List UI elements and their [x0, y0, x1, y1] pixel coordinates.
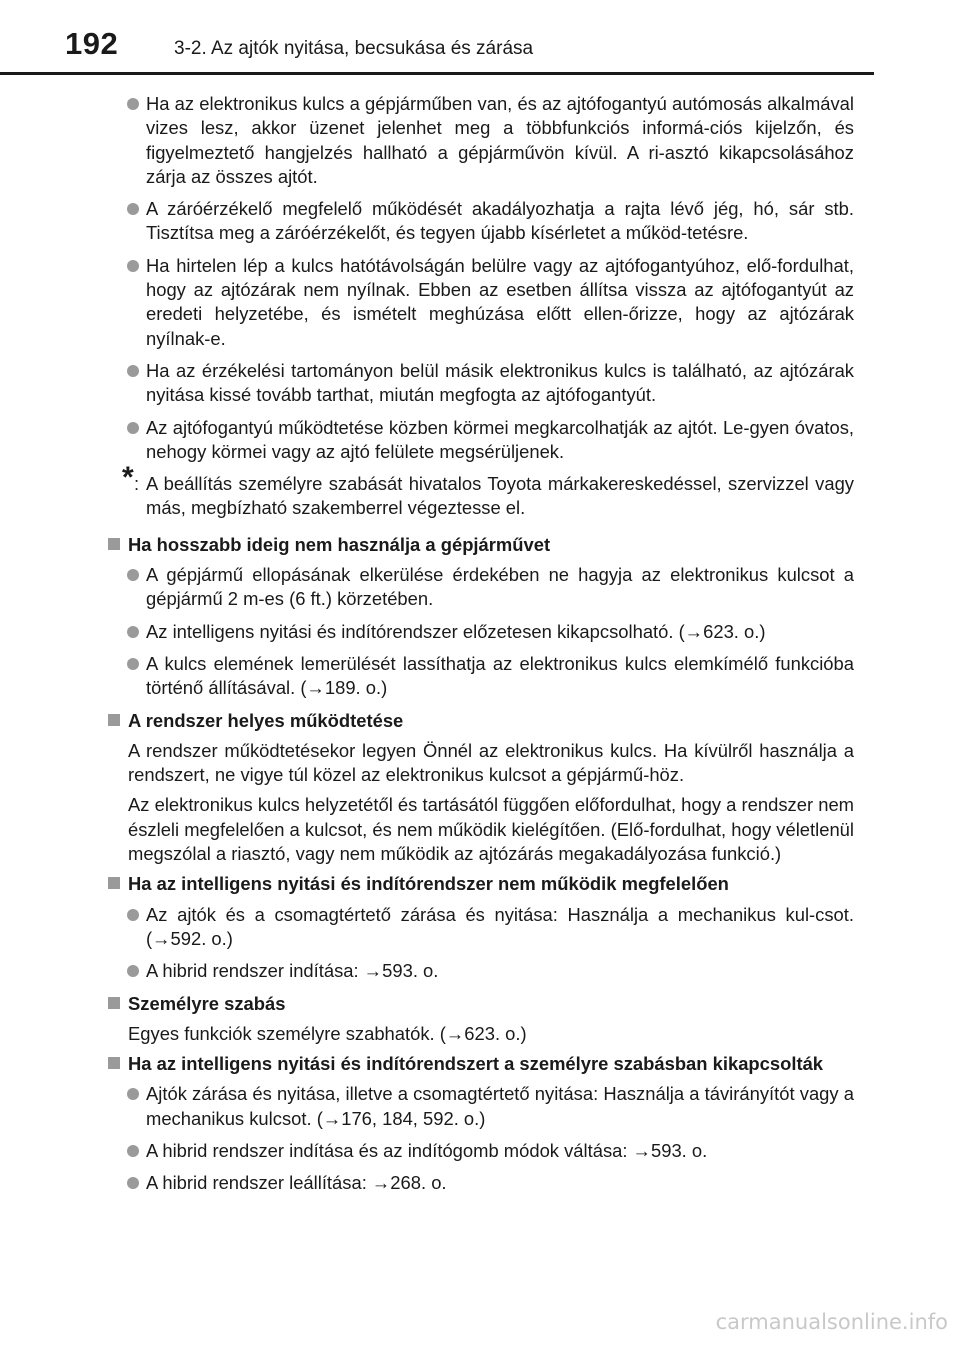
- paragraph: Az elektronikus kulcs helyzetétől és tartásától függően előfordulhat, hogy a rendszer nem észleli megfelelően a kulcsot, és nem működik kielégítően. (Elő-fordulhat, hogy véletlenül megszólal a riasztó, vagy nem működik az ajtózárás megakadályozása funkció.): [128, 794, 854, 865]
- square-bullet-icon: [108, 714, 120, 726]
- bullet-dot-icon: [127, 1145, 139, 1157]
- list-item: Ha az érzékelési tartományon belül másik elektronikus kulcs is található, az ajtózárak nyitása kissé tovább tarthat, miután megfogta az ajtófogantyút.: [108, 359, 854, 408]
- section-heading: Személyre szabás: [108, 992, 854, 1016]
- bullet-dot-icon: [127, 1088, 139, 1100]
- section-title: 3-2. Az ajtók nyitása, becsukása és zárása: [174, 38, 534, 59]
- paragraph: Egyes funkciók személyre szabhatók. (→623. o.): [128, 1022, 527, 1044]
- list-item: Az ajtófogantyú működtetése közben körmei megkarcolhatják az ajtót. Le-gyen óvatos, nehogy körmei vagy az ajtó felülete megsérüljenek.: [108, 416, 854, 465]
- list-item: Ajtók zárása és nyitása, illetve a csomagtértető nyitása: Használja a távirányítót vagy a mechanikus kulcsot. (→176, 184, 592. o.): [108, 1082, 854, 1131]
- bullet-dot-icon: [127, 569, 139, 581]
- list-item: Az intelligens nyitási és indítórendszer előzetesen kikapcsolható. (→623. o.): [108, 620, 854, 644]
- bullet-dot-icon: [127, 260, 139, 272]
- list-item: Ha hirtelen lép a kulcs hatótávolságán belülre vagy az ajtófogantyúhoz, elő-fordulhat, hogy az ajtózárak nem nyílnak. Ebben az esetben állítsa vissza az ajtófogantyút az eredeti helyzetébe, és ismételt meghúzása előtt ellen-őrizze, hogy az ajtózárak nyílnak-e.: [108, 254, 854, 351]
- list-item: A záróérzékelő megfelelő működését akadályozhatja a rajta lévő jég, hó, sár stb. Tisztítsa meg a záróérzékelőt, és tegyen újabb kísérletet a működ-tetésre.: [108, 197, 854, 246]
- list-item: A gépjármű ellopásának elkerülése érdekében ne hagyja az elektronikus kulcsot a gépjármű 2 m-es (6 ft.) körzetében.: [108, 563, 854, 612]
- footnote: [108, 461, 854, 521]
- bullet-dot-icon: [127, 909, 139, 921]
- square-bullet-icon: [108, 538, 120, 550]
- list-item: A hibrid rendszer indítása: →593. o.: [108, 959, 854, 983]
- square-bullet-icon: [108, 997, 120, 1009]
- page-content: [108, 92, 854, 1204]
- list-item: A hibrid rendszer leállítása: →268. o.: [108, 1171, 854, 1195]
- bullet-dot-icon: [127, 658, 139, 670]
- asterisk-icon: *: [122, 461, 134, 495]
- list-item: Ha az elektronikus kulcs a gépjárműben van, és az ajtófogantyú autómosás alkalmával vizes lesz, akkor üzenet jelenhet meg a többfunkciós informá-ciós kijelzőn, és figyelmeztető hangjelzés hallható a gépjárművön kívül. A ri-asztó kikapcsolásához zárja az összes ajtót.: [108, 92, 854, 189]
- square-bullet-icon: [108, 877, 120, 889]
- list-item: A hibrid rendszer indítása és az indítógomb módok váltása: →593. o.: [108, 1139, 854, 1163]
- header-rule: [0, 72, 874, 75]
- footnote-colon: :: [134, 473, 140, 495]
- bullet-dot-icon: [127, 626, 139, 638]
- footnote-text: A beállítás személyre szabását hivatalos Toyota márkakereskedéssel, szervizzel vagy más, megbízható szakemberrel végeztesse el.: [146, 473, 854, 519]
- bullet-dot-icon: [127, 203, 139, 215]
- bullet-dot-icon: [127, 1177, 139, 1189]
- list-item: Az ajtók és a csomagtértető zárása és nyitása: Használja a mechanikus kul-csot. (→592. o.): [108, 903, 854, 952]
- section-heading: Ha az intelligens nyitási és indítórendszert a személyre szabásban kikapcsolták: [108, 1052, 854, 1076]
- section-heading: Ha az intelligens nyitási és indítórendszer nem működik megfelelően: [108, 872, 854, 896]
- square-bullet-icon: [108, 1057, 120, 1069]
- paragraph: A rendszer működtetésekor legyen Önnél az elektronikus kulcs. Ha kívülről használja a rendszert, ne vigye túl közel az elektronikus kulcsot a gépjármű-höz.: [128, 739, 854, 786]
- page-number: 192: [65, 26, 119, 61]
- bullet-dot-icon: [127, 98, 139, 110]
- watermark: carmanualsonline.info: [715, 1310, 948, 1334]
- bullet-dot-icon: [127, 965, 139, 977]
- section-heading: A rendszer helyes működtetése: [108, 709, 854, 733]
- page-header: [0, 0, 960, 80]
- bullet-dot-icon: [127, 422, 139, 434]
- bullet-dot-icon: [127, 365, 139, 377]
- list-item: A kulcs elemének lemerülését lassíthatja az elektronikus kulcs elemkímélő funkcióba történő állításával. (→189. o.): [108, 652, 854, 701]
- section-heading: Ha hosszabb ideig nem használja a gépjárművet: [108, 533, 854, 557]
